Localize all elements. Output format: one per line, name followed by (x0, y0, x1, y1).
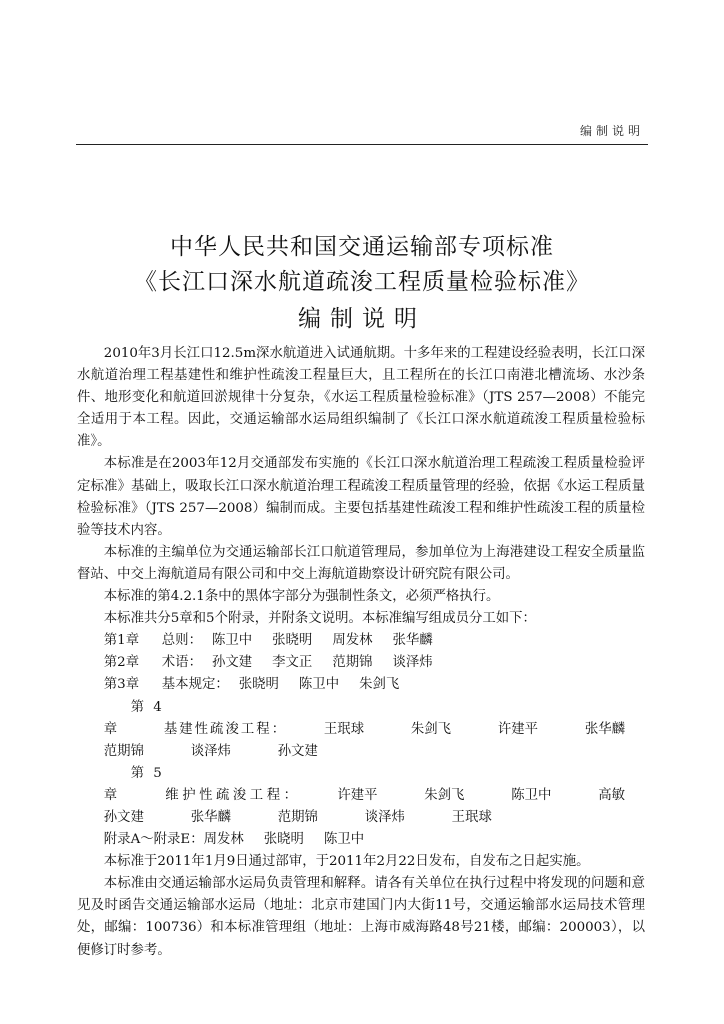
member-name: 许建平 (337, 787, 378, 803)
member-name: 陈卫中 (511, 787, 552, 803)
member-name: 高敏 (598, 787, 625, 803)
chapter-4-row (77, 697, 645, 763)
paragraph-basis: 本标准是在2003年12月交通部发布实施的《长江口深水航道治理工程疏浚工程质量检验评定标准》基础上，吸取长江口深水航道治理工程疏浚工程质量管理的经验，依据《水运工程质量检验标准》（JTS 257—2008）编制而成。主要包括基建性疏浚工程和维护性疏浚工程的质量检验等技术内容。 (77, 456, 645, 538)
chapter-name: 维护性疏浚工程： (161, 787, 301, 803)
chapter-number: 第1章 (103, 633, 140, 649)
member-name: 周发林 (203, 832, 244, 848)
member-name: 许建平 (497, 721, 539, 737)
member-name: 范期锦 (103, 743, 144, 759)
paragraph-units: 本标准的主编单位为交通运输部长江口航道管理局，参加单位为上海港建设工程安全质量监督站、中交上海航道局有限公司和中交上海航道勘察设计研究院有限公司。 (77, 544, 645, 582)
member-name: 张华麟 (584, 721, 625, 737)
chapter-number: 第2章 (103, 655, 140, 671)
member-name: 孙文建 (103, 809, 144, 825)
title-line-3: 编制说明 (298, 306, 426, 332)
member-name: 陈卫中 (298, 677, 340, 693)
chapter-2-row (77, 652, 645, 674)
chapter-name: 总则： (161, 633, 202, 649)
appendix-row (77, 829, 645, 851)
member-name: 陈卫中 (323, 832, 365, 848)
body-text (77, 343, 645, 962)
member-name: 范期锦 (332, 655, 373, 671)
chapter-number: 第3章 (103, 677, 140, 693)
paragraph-contact: 本标准由交通运输部水运局负责管理和解释。请各有关单位在执行过程中将发现的问题和意见及时函告交通运输部水运局（地址：北京市建国门内大街11号，交通运输部水运局技术管理处，邮编：100736）和本标准管理组（地址：上海市威海路48号21楼，邮编：200003），以便修订时参考。 (77, 876, 645, 958)
header-rule (76, 144, 648, 145)
member-name: 孙文建 (211, 655, 253, 671)
chapter-1-row (77, 630, 645, 652)
member-name: 张华麟 (392, 633, 433, 649)
chapter-name: 基建性疏浚工程： (161, 721, 288, 737)
title-line-2: 《长江口深水航道疏浚工程质量检验标准》 (134, 269, 590, 295)
member-name: 陈卫中 (211, 633, 253, 649)
chapter-number: 附录A～附录E： (103, 832, 204, 848)
running-header: 编制说明 (579, 124, 644, 138)
chapter-number: 第5章 (103, 765, 162, 803)
member-name: 范期锦 (277, 809, 318, 825)
member-name: 朱剑飞 (410, 721, 452, 737)
member-name: 张晓明 (238, 677, 279, 693)
chapter-name: 基本规定： (161, 677, 229, 693)
member-name: 张晓明 (272, 633, 313, 649)
title-line-1: 中华人民共和国交通运输部专项标准 (170, 234, 554, 260)
paragraph-intro: 2010年3月长江口12.5m深水航道进入试通航期。十多年来的工程建设经验表明，长江口深水航道治理工程基建性和维护性疏浚工程量巨大，且工程所在的长江口南港北槽流场、水沙条件、地形变化和航道回淤规律十分复杂，《水运工程质量检验标准》（JTS 257—2008）不能完全适用于本工程。因此，交通运输部水运局组织编制了《长江口深水航道疏浚工程质量检验标准》。 (77, 346, 645, 450)
member-name: 谈泽炜 (392, 655, 433, 671)
member-name: 朱剑飞 (359, 677, 400, 693)
member-name: 张晓明 (263, 832, 304, 848)
title-block (76, 230, 648, 337)
chapter-name: 术语： (161, 655, 202, 671)
paragraph-mandatory: 本标准的第4.2.1条中的黑体字部分为强制性条文，必须严格执行。 (103, 589, 500, 605)
member-name: 谈泽炜 (364, 809, 405, 825)
member-name: 周发林 (332, 633, 373, 649)
member-name: 王珉球 (323, 721, 365, 737)
chapter-3-row (77, 674, 645, 696)
member-name: 王珉球 (451, 809, 492, 825)
member-name: 孙文建 (277, 743, 318, 759)
paragraph-approval: 本标准于2011年1月9日通过部审，于2011年2月22日发布，自发布之日起实施。 (103, 854, 590, 870)
chapter-5-row (77, 763, 645, 829)
paragraph-structure: 本标准共分5章和5个附录，并附条文说明。本标准编写组成员分工如下： (103, 611, 536, 627)
member-name: 李文正 (272, 655, 313, 671)
member-name: 谈泽炜 (190, 743, 231, 759)
member-name: 朱剑飞 (424, 787, 465, 803)
chapter-number: 第4章 (103, 699, 162, 737)
member-name: 张华麟 (190, 809, 231, 825)
